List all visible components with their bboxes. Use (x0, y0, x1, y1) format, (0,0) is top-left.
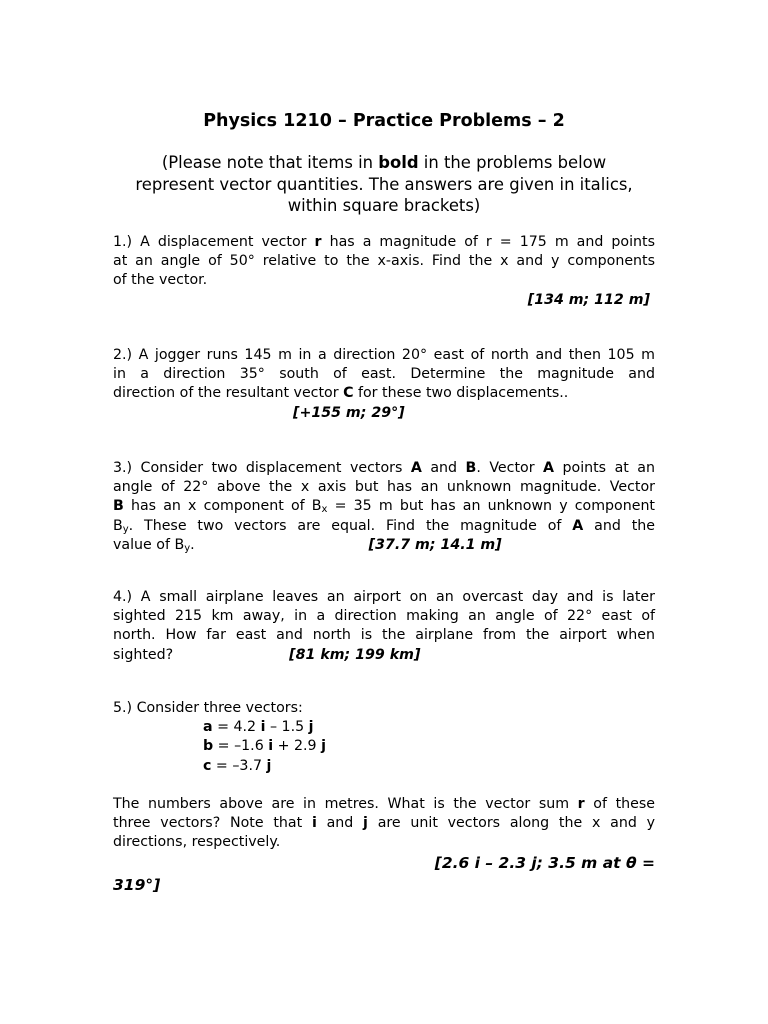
vector-a: a = 4.2 i – 1.5 j (203, 719, 314, 736)
problem-5: 5.) Consider three vectors: a = 4.2 i – 1.5 j b = –1.6 i + 2.9 j c = –3.7 j The numbers above are in metres. What is the vector sum r of these three vectors? Note that i and j are unit vectors along the x and y directions, respectively. [2.6 i – 2.3 j; 3.5 m at θ = 319°] (113, 700, 655, 895)
problem-2: 2.) A jogger runs 145 m in a direction 20° east of north and then 105 m in a direction 35° south of east. Determine the magnitude and direction of the resultant vector C for these two displacements.. [+155 m; 29°] (113, 346, 655, 423)
problem-5-answer-line2: 319°] (113, 876, 161, 895)
vector-c: c = –3.7 j (203, 757, 272, 774)
problem-3-answer: [37.7 m; 14.1 m] (368, 536, 502, 553)
page-title: Physics 1210 – Practice Problems – 2 (203, 111, 565, 131)
problem-3: 3.) Consider two displacement vectors A and B. Vector A points at an angle of 22° above the x axis but has an unknown magnitude. Vector B has an x component of $B_x = 35$ m but has an unknown y component $B_y$. These two vectors are equal. Find the magnitude of A and the value of $B_y$. [37.7 m; 14.1 m] (113, 460, 655, 554)
problem-5-answer-line1: [2.6 i – 2.3 j; 3.5 m at θ = (434, 854, 655, 873)
instructions-note: (Please note that items in bold in the problems below represent vector quantities. The answers are given in italics, within square brackets) (135, 153, 633, 215)
problem-2-answer: [+155 m; 29°] (293, 404, 405, 421)
problem-4: 4.) A small airplane leaves an airport on an overcast day and is later sighted 215 km away, in a direction making an angle of 22° east of north. How far east and north is the airplane from the airport when sighted? [81 km; 199 km] (113, 589, 655, 663)
vector-b: b = –1.6 i + 2.9 j (203, 738, 326, 755)
problem-1: 1.) A displacement vector r has a magnitude of r = 175 m and points at an angle of 50° relative to the x-axis. Find the x and y components of the vector. [134 m; 112 m] (113, 233, 655, 310)
problem-4-answer: [81 km; 199 km] (289, 646, 421, 663)
problem-1-answer: [134 m; 112 m] (527, 291, 650, 308)
